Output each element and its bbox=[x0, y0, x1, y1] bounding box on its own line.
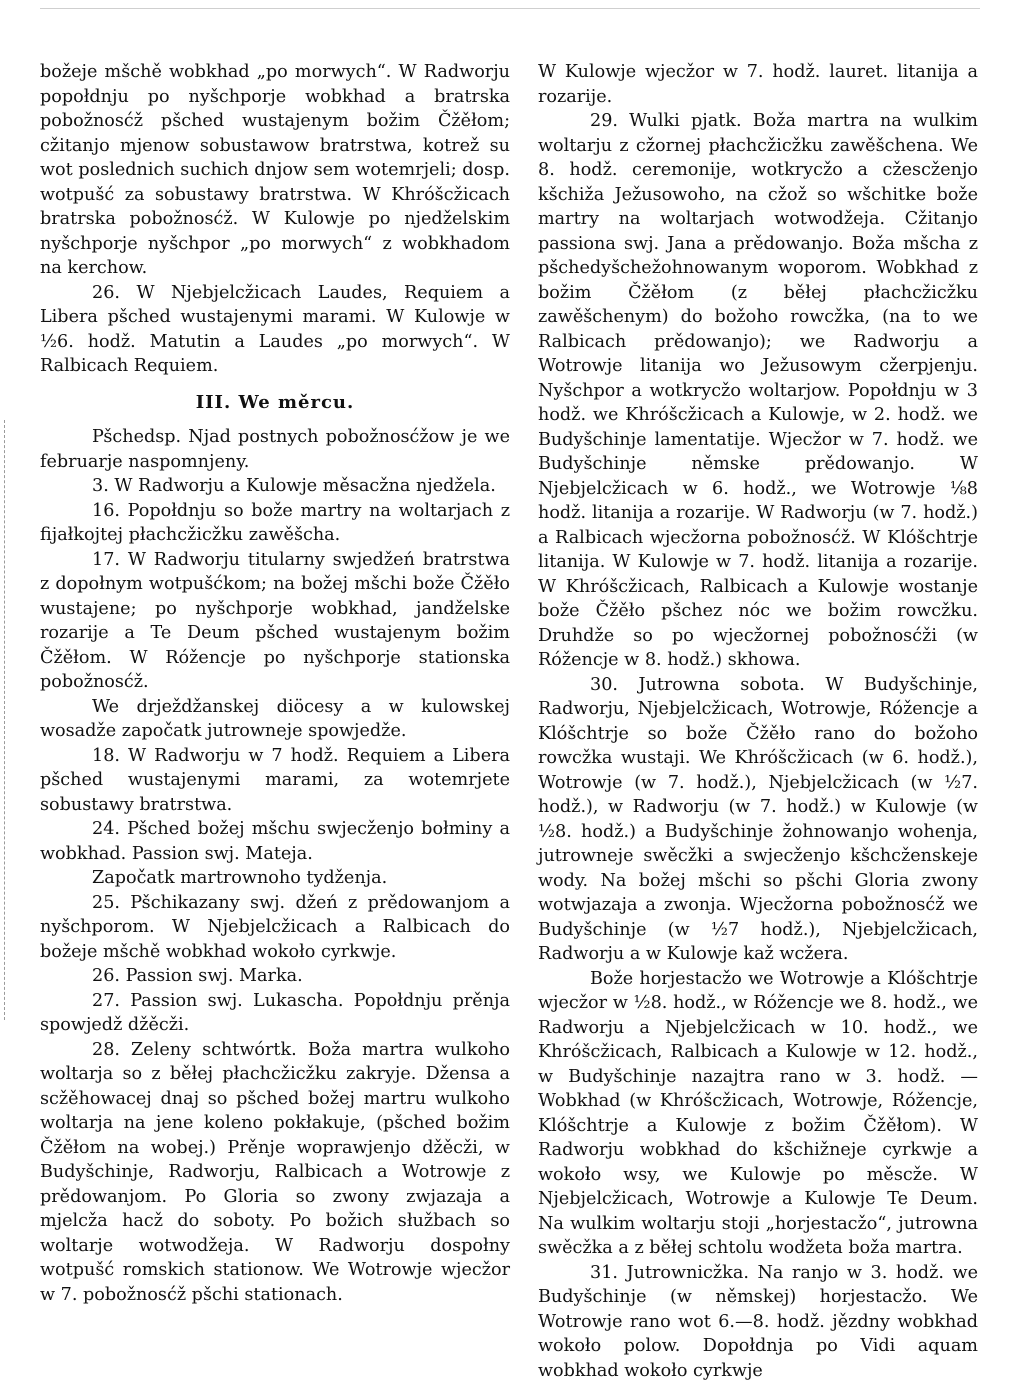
paragraph: 30. Jutrowna sobota. W Budyšchinje, Radworju, Njebjelcžicach, Wotrowje, Róžencje a Klóšchtrje so bože Čžěło rano do božoho rowcžka wustaji. We Khróšcžicach (w 6. hodž.), Wotrowje (w 7. hodž.), Njebjelcžicach (w ½7. hodž.), w Radworju (w 7. hodž.) w Kulowje (w ½8. hodž.) a Budyšchinje žohnowanjo wohenja, jutrowneje swěcžki a swjecženjo kšchcženskeje wody. Na božej mšchi so pšchi Gloria zwony wotwjazaja a zwonja. Wjecžorna pobožnosćž we Budyšchinje (w ½7 hodž.), Njebjelcžicach, Radworju a w Kulowje kaž wcžera. bbox=[538, 673, 978, 967]
section-heading: III. We měrcu. bbox=[40, 391, 510, 416]
paragraph: 25. Pšchikazany swj. džeń z prědowanjom a nyšchporom. W Njebjelcžicach a Ralbicach do božeje mšchě wobkhad wokoło cyrkwje. bbox=[40, 891, 510, 965]
paragraph: 31. Jutrownicžka. Na ranjo w 3. hodž. we Budyšchinje (w němskej) horjestacžo. We Wotrowje rano wot 6.—8. hodž. jězdny wobkhad wokoło polow. Dopołdnja po Vidi aquam wobkhad wokoło cyrkwje bbox=[538, 1261, 978, 1383]
right-column bbox=[538, 60, 978, 1383]
paragraph: 17. W Radworju titularny swjedžeń bratrstwa z dopołnym wotpušćkom; na božej mšchi bože Čžěło wustajene; po nyšchporje wobkhad, jandželske rozarije a Te Deum pšched wustajenym božim Čžěłom. W Róžencje po nyšchporje stationska pobožnosćž. bbox=[40, 548, 510, 695]
paragraph: 28. Zeleny schtwórtk. Boža martra wulkoho woltarja so z běłej płachcžicžku zakryje. Džensa a scžěhowacej dnaj so pšched božej martru wulkoho woltarja na jene koleno pokłakuje, (pšched božim Čžěłom na wobej.) Prěnje woprawjenjo džěcži, w Budyšchinje, Radworju, Ralbicach a Wotrowje z prědowanjom. Po Gloria so zwony zwjazaja a mjelcža hacž do soboty. Po božich słužbach so woltarje wotwodžeja. W Radworju dospołny wotpušć romskich stationow. We Wotrowje wjecžor w 7. pobožnosćž pšchi stationach. bbox=[40, 1038, 510, 1308]
left-column bbox=[40, 60, 510, 1307]
top-rule bbox=[40, 8, 980, 9]
paragraph: W Kulowje wjecžor w 7. hodž. lauret. litanija a rozarije. bbox=[538, 60, 978, 109]
paragraph: Bože horjestacžo we Wotrowje a Klóšchtrje wjecžor w ½8. hodž., w Róžencje we 8. hodž., we Radworju a Njebjelcžicach w 10. hodž., we Khróšcžicach, Ralbicach a Kulowje w 12. hodž., w Budyšchinje nazajtra rano w 3. hodž. — Wobkhad (w Khróšcžicach, Wotrowje, Róžencje, Klóšchtrje a Kulowje z božim Čžěłom). W Radworju wobkhad do kšchižneje cyrkwje a wokoło wsy, we Kulowje po měscže. W Njebjelcžicach, Wotrowje a Kulowje Te Deum. Na wulkim woltarju stoji „horjestacžo“, jutrowna swěcžka a z běłej schtolu wodžeta boža martra. bbox=[538, 967, 978, 1261]
paragraph: 27. Passion swj. Lukascha. Popołdnju prěnja spowjedž džěcži. bbox=[40, 989, 510, 1038]
paragraph: We drježdžanskej diöcesy a w kulowskej wosadže započatk jutrowneje spowjedže. bbox=[40, 695, 510, 744]
paragraph: 16. Popołdnju so bože martry na woltarjach z fijałkojtej płachcžicžku zawěšcha. bbox=[40, 499, 510, 548]
paragraph: 26. W Njebjelcžicach Laudes, Requiem a Libera pšched wustajenymi marami. W Kulowje w ½6. hodž. Matutin a Laudes „po morwych“. W Ralbicach Requiem. bbox=[40, 281, 510, 379]
paragraph: 26. Passion swj. Marka. bbox=[40, 964, 510, 989]
paragraph: 24. Pšched božej mšchu swjecženjo bołminy a wobkhad. Passion swj. Mateja. bbox=[40, 817, 510, 866]
paragraph: 18. W Radworju w 7 hodž. Requiem a Libera pšched wustajenymi marami, za wotemrjete sobustawy bratrstwa. bbox=[40, 744, 510, 818]
paragraph: božeje mšchě wobkhad „po morwych“. W Radworju popołdnju po nyšchporje wobkhad a bratrska pobožnosćž pšched wustajenym božim Čžěłom; cžitanjo mjenow sobustawow bratrstwa, kotrež su wot poslednich suchich dnjow sem wotemrjeli; dosp. wotpušć za sobustawy bratrstwa. W Khróšcžicach bratrska pobožnosćž. W Kulowje po njedželskim nyšchporje nyšchpor „po morwych“ z wobkhadom na kerchow. bbox=[40, 60, 510, 281]
paragraph: Pšchedsp. Njad postnych pobožnosćžow je we februarje naspomnjeny. bbox=[40, 425, 510, 474]
margin-marks bbox=[4, 420, 17, 1020]
paragraph: Započatk martrownoho tydženja. bbox=[40, 866, 510, 891]
paragraph: 29. Wulki pjatk. Boža martra na wulkim woltarju z cžornej płachcžicžku zawěšchena. We 8. hodž. ceremonije, wotkrycžo a cžescženjo kšchiža Ježusowoho, na cžož so wšchitke bože martry na woltarjach wotwodžeja. Cžitanjo passiona swj. Jana a prědowanjo. Boža mšcha z pšchedyšchežohnowanym woporom. Wobkhad z božim Čžěłom (z běłej płachcžicžku zawěšchenym) do božoho rowcžka, (na to we Ralbicach prědowanjo); we Radworju a Wotrowje litanija wo Ježusowym cžerpjenju. Nyšchpor a wotkrycžo woltarjow. Popołdnju w 3 hodž. we Khróšcžicach a Kulowje, w 2. hodž. we Budyšchinje lamentatije. Wjecžor w 7. hodž. we Budyšchinje němske prědowanjo. W Njebjelcžicach w 6. hodž., we Wotrowje ⅛8 hodž. litanija a rozarije. W Radworju (w 7. hodž.) a Ralbicach wjecžorna pobožnosćž. W Klóšchtrje litanija. W Kulowje w 7. hodž. litanija a rozarije. W Khróšcžicach, Ralbicach a Kulowje wostanje bože Čžěło pšchez nóc we božim rowcžku. Druhdže so po wjecžornej pobožnosćži (w Róžencje w 8. hodž.) skhowa. bbox=[538, 109, 978, 673]
paragraph: 3. W Radworju a Kulowje měsacžna njedžela. bbox=[40, 474, 510, 499]
